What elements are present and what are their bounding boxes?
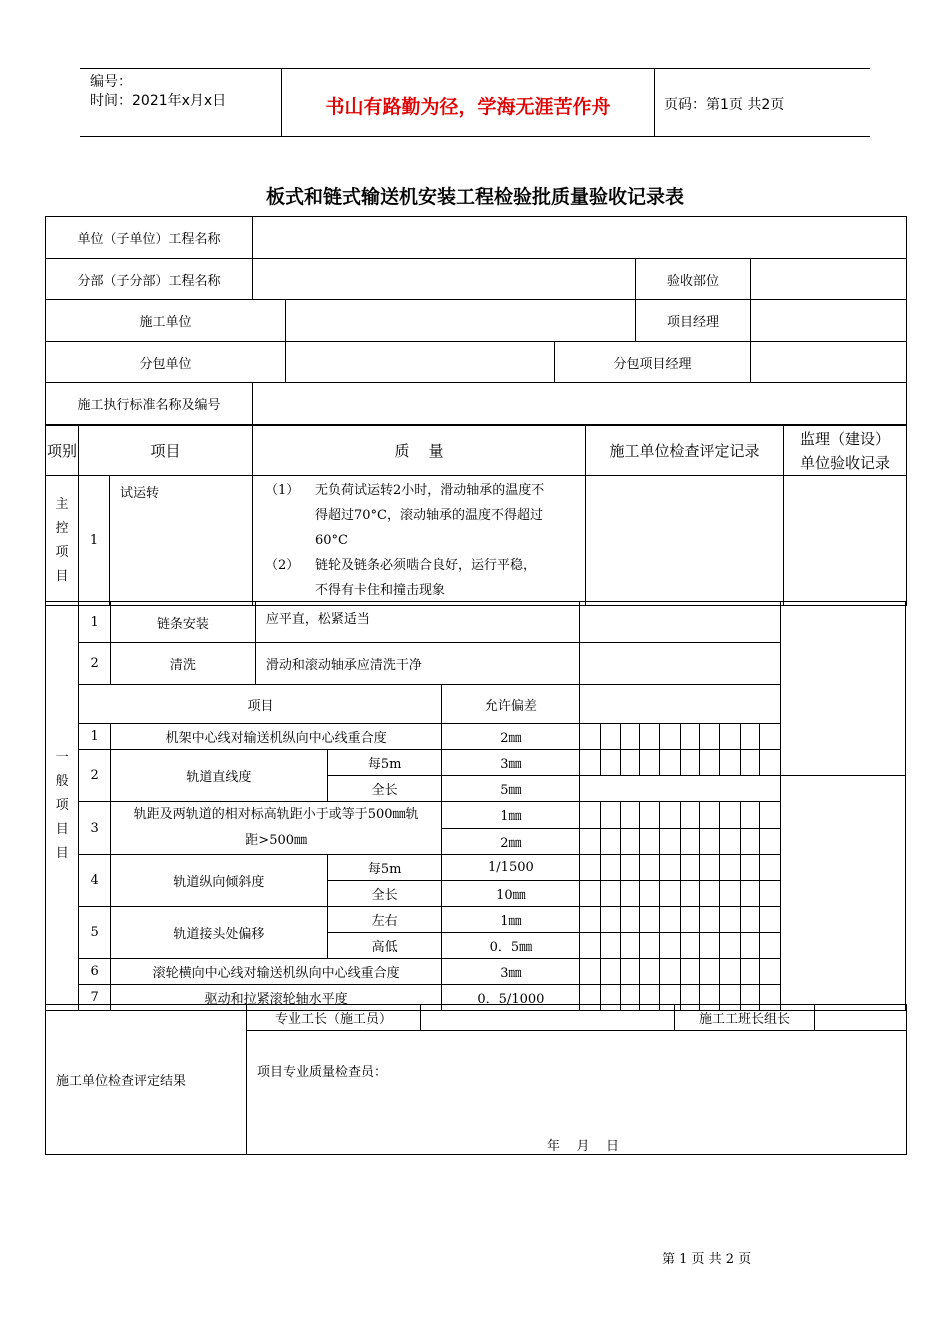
deviation-sub: 高低 bbox=[327, 933, 442, 959]
project-manager-value bbox=[751, 300, 907, 342]
deviation-no: 6 bbox=[79, 959, 110, 985]
accept-part-value bbox=[751, 259, 907, 300]
header-top-rule bbox=[80, 68, 870, 69]
project-manager-label: 项目经理 bbox=[636, 300, 751, 342]
deviation-item: 驱动和拉紧滚轮轴水平度 bbox=[110, 985, 442, 1011]
general-item-no: 1 bbox=[79, 602, 110, 643]
result-table bbox=[45, 1004, 907, 1155]
deviation-value: 0．5/1000 bbox=[442, 985, 580, 1011]
deviation-value: 1㎜ bbox=[442, 802, 580, 829]
deviation-sub: 全长 bbox=[327, 881, 442, 907]
general-label: 一般项目目 bbox=[46, 602, 79, 1011]
general-item-quality: 应平直，松紧适当 bbox=[255, 602, 580, 643]
general-item-check bbox=[580, 643, 781, 685]
info-table bbox=[45, 216, 907, 425]
inspector-label: 项目专业质量检查员： bbox=[257, 1065, 388, 1080]
team-leader-value bbox=[815, 1005, 907, 1031]
inspector-cell bbox=[247, 1031, 907, 1155]
deviation-sub: 每5m bbox=[327, 855, 442, 881]
deviation-value: 3㎜ bbox=[442, 959, 580, 985]
supervision-header bbox=[784, 426, 907, 476]
deviation-value: 2㎜ bbox=[442, 724, 580, 750]
general-item-no: 2 bbox=[79, 643, 110, 685]
main-control-check bbox=[586, 476, 784, 606]
general-item-check bbox=[580, 602, 781, 643]
general-table bbox=[45, 601, 906, 1011]
sub-project-manager-value bbox=[751, 342, 907, 383]
supervision-header-line2: 单位验收记录 bbox=[800, 453, 891, 472]
general-item-name: 清洗 bbox=[110, 643, 255, 685]
deviation-no: 5 bbox=[79, 907, 110, 959]
date-label: 时间：2021年x月x日 bbox=[90, 93, 227, 109]
deviation-value: 3㎜ bbox=[442, 750, 580, 776]
main-control-criteria: （1） 无负荷试运转2小时，滑动轴承的温度不 得超过70°C，滚动轴承的温度不得超过 60°C （2） 链轮及链条必须啮合良好，运行平稳， 不得有卡住和撞击现象 bbox=[253, 476, 586, 606]
unit-name-value bbox=[253, 217, 907, 259]
deviation-check-header bbox=[580, 685, 781, 724]
deviation-value: 5㎜ bbox=[442, 776, 580, 802]
deviation-header: 允许偏差 bbox=[442, 685, 580, 724]
deviation-value: 0．5㎜ bbox=[442, 933, 580, 959]
construction-check-header: 施工单位检查评定记录 bbox=[586, 426, 784, 476]
unit-name-label: 单位（子单位）工程名称 bbox=[46, 217, 253, 259]
category-header: 项别 bbox=[46, 426, 79, 476]
main-control-label: 主控项目 bbox=[46, 476, 79, 606]
foreman-label: 专业工长（施工员） bbox=[247, 1005, 421, 1031]
construction-unit-label: 施工单位 bbox=[46, 300, 286, 342]
deviation-value: 1㎜ bbox=[442, 907, 580, 933]
header-bottom-rule bbox=[80, 136, 870, 137]
deviation-sub: 左右 bbox=[327, 907, 442, 933]
general-supervision bbox=[781, 602, 906, 776]
deviation-item: 机架中心线对输送机纵向中心线重合度 bbox=[110, 724, 442, 750]
deviation-item: 轨道纵向倾斜度 bbox=[110, 855, 327, 907]
quality-header: 质 量 bbox=[253, 426, 586, 476]
deviation-no: 7 bbox=[79, 985, 110, 1011]
deviation-no: 1 bbox=[79, 724, 110, 750]
foreman-value bbox=[421, 1005, 675, 1031]
general-item-quality: 滑动和滚动轴承应清洗干净 bbox=[255, 643, 580, 685]
subcontract-unit-value bbox=[286, 342, 555, 383]
sub-name-value bbox=[253, 259, 636, 300]
deviation-value: 1/1500 bbox=[442, 855, 580, 881]
deviation-no: 2 bbox=[79, 750, 110, 802]
deviation-sub: 每5m bbox=[327, 750, 442, 776]
motto: 书山有路勤为径，学海无涯苦作舟 bbox=[325, 96, 611, 118]
deviation-item: 轨距及两轨道的相对标高轨距小于或等于500㎜轨 距>500㎜ bbox=[110, 802, 442, 855]
deviation-sub: 全长 bbox=[327, 776, 442, 802]
standard-label: 施工执行标准名称及编号 bbox=[46, 383, 253, 425]
criterion-2: （2） 链轮及链条必须啮合良好，运行平稳， bbox=[265, 558, 537, 573]
criterion-1: （1） 无负荷试运转2小时，滑动轴承的温度不 bbox=[265, 483, 545, 498]
item-header: 项目 bbox=[79, 426, 253, 476]
team-leader-label: 施工工班长组长 bbox=[675, 1005, 815, 1031]
deviation-supervision bbox=[781, 776, 906, 1011]
deviation-value: 2㎜ bbox=[442, 828, 580, 855]
main-control-item: 试运转 bbox=[110, 476, 253, 606]
date-line: 年 月 日 bbox=[547, 1139, 620, 1154]
page-title: 板式和链式输送机安装工程检验批质量验收记录表 bbox=[265, 186, 684, 208]
page-code: 页码：第1页 共2页 bbox=[664, 97, 785, 113]
main-control-supervision bbox=[784, 476, 907, 606]
deviation-no: 4 bbox=[79, 855, 110, 907]
deviation-item: 轨道直线度 bbox=[110, 750, 327, 802]
deviation-item: 轨道接头处偏移 bbox=[110, 907, 327, 959]
sub-name-label: 分部（子分部）工程名称 bbox=[46, 259, 253, 300]
accept-part-label: 验收部位 bbox=[636, 259, 751, 300]
header-divider bbox=[654, 69, 655, 136]
construction-unit-value bbox=[286, 300, 636, 342]
sub-project-manager-label: 分包项目经理 bbox=[555, 342, 751, 383]
supervision-header-line1: 监理（建设） bbox=[800, 429, 891, 448]
number-label: 编号： bbox=[90, 74, 132, 90]
deviation-item-header: 项目 bbox=[79, 685, 442, 724]
general-item-name: 链条安装 bbox=[110, 602, 255, 643]
deviation-item: 滚轮横向中心线对输送机纵向中心线重合度 bbox=[110, 959, 442, 985]
main-table bbox=[45, 425, 907, 606]
page-footer: 第 1 页 共 2 页 bbox=[662, 1252, 752, 1267]
result-label: 施工单位检查评定结果 bbox=[46, 1005, 247, 1155]
standard-value bbox=[253, 383, 907, 425]
deviation-no: 3 bbox=[79, 802, 110, 855]
subcontract-unit-label: 分包单位 bbox=[46, 342, 286, 383]
deviation-check-merged bbox=[580, 776, 781, 802]
main-control-no: 1 bbox=[79, 476, 110, 606]
deviation-value: 10㎜ bbox=[442, 881, 580, 907]
